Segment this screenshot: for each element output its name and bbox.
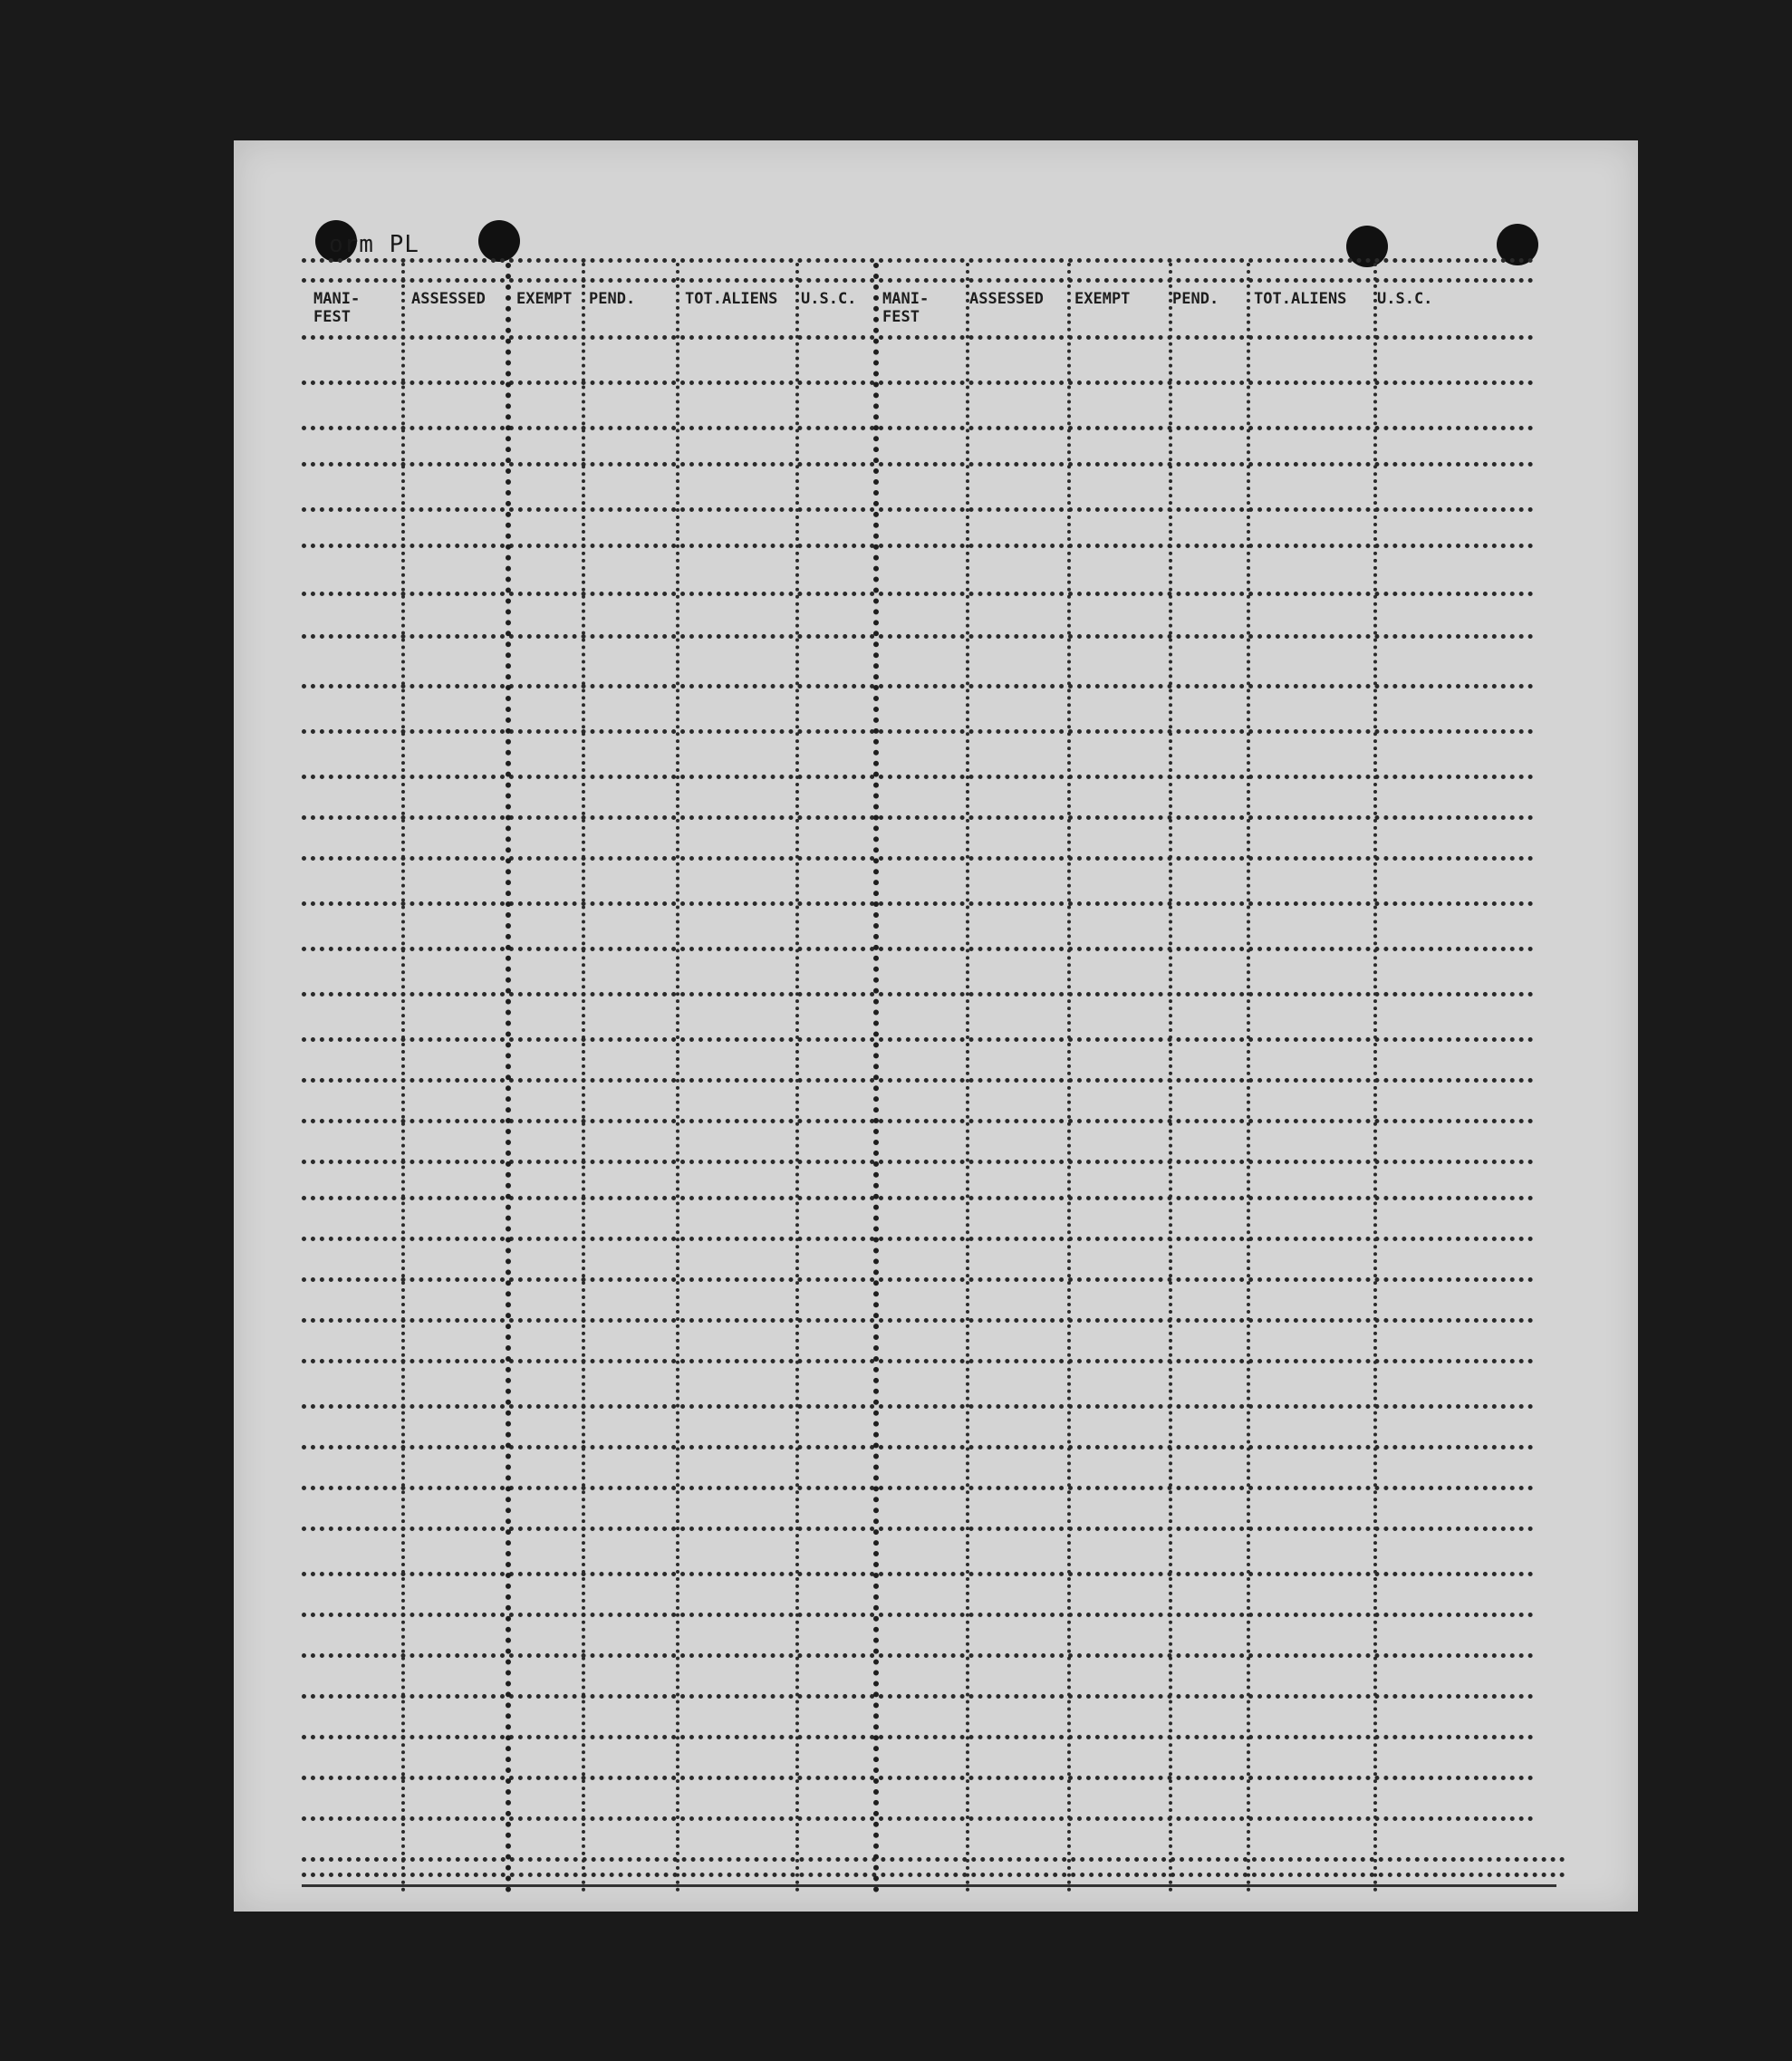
column-header-pend-right: PEND. xyxy=(1172,290,1219,308)
form-code: orm PL xyxy=(329,231,419,258)
column-header-exempt-left: EXEMPT xyxy=(516,290,573,308)
ledger-row-rule xyxy=(302,634,1534,639)
ledger-row-rule xyxy=(302,544,1534,548)
ledger-row-rule xyxy=(302,1277,1534,1282)
ledger-row-rule xyxy=(302,1486,1534,1490)
ledger-row-rule xyxy=(302,426,1534,430)
ledger-row-rule xyxy=(302,1196,1534,1200)
ledger-row-rule xyxy=(302,1653,1534,1658)
column-header-exempt-right: EXEMPT xyxy=(1074,290,1131,308)
punch-hole xyxy=(478,220,520,262)
ledger-row-rule xyxy=(302,335,1534,340)
ledger-column-rule xyxy=(1373,263,1377,1893)
ledger-column-rule xyxy=(506,263,511,1893)
column-header-tot-aliens-left: TOT.ALIENS xyxy=(685,290,778,308)
column-header-manifest-left: MANI- FEST xyxy=(313,290,361,326)
ledger-row-rule xyxy=(302,1160,1534,1164)
ledger-row-rule xyxy=(302,1119,1534,1123)
ledger-column-rule xyxy=(401,263,405,1893)
ledger-row-rule xyxy=(302,1318,1534,1323)
ledger-row-rule xyxy=(302,1735,1534,1739)
ledger-column-rule xyxy=(795,263,799,1893)
ledger-row-rule xyxy=(302,1078,1534,1083)
ledger-row-rule xyxy=(302,278,1534,283)
column-header-usc-right: U.S.C. xyxy=(1377,290,1433,308)
ledger-column-rule xyxy=(1169,263,1172,1893)
ledger-row-rule xyxy=(302,507,1534,512)
ledger-row-rule xyxy=(302,462,1534,467)
ledger-sheet xyxy=(234,140,1638,1912)
column-header-tot-aliens-right: TOT.ALIENS xyxy=(1254,290,1347,308)
column-header-assessed-left: ASSESSED xyxy=(411,290,486,308)
ledger-row-rule xyxy=(302,1613,1534,1617)
ledger-row-rule xyxy=(302,1816,1534,1821)
ledger-row-rule xyxy=(302,901,1534,906)
ledger-column-rule xyxy=(676,263,679,1893)
ledger-row-rule xyxy=(302,1572,1534,1576)
ledger-row-rule xyxy=(302,1237,1534,1241)
ledger-row-rule xyxy=(302,1694,1534,1699)
ledger-column-rule xyxy=(873,263,879,1893)
ledger-row-rule xyxy=(302,380,1534,385)
column-header-pend-left: PEND. xyxy=(589,290,636,308)
ledger-row-rule xyxy=(302,815,1534,820)
column-header-assessed-right: ASSESSED xyxy=(969,290,1044,308)
ledger-column-rule xyxy=(966,263,969,1893)
ledger-row-rule xyxy=(302,1445,1534,1449)
ledger-row-rule xyxy=(302,1404,1534,1409)
ledger-grid xyxy=(234,140,1638,1912)
ledger-row-rule xyxy=(302,1359,1534,1363)
ledger-row-rule xyxy=(302,258,1534,263)
column-header-usc-left: U.S.C. xyxy=(801,290,857,308)
ledger-row-rule xyxy=(302,729,1534,734)
column-header-manifest-right: MANI- FEST xyxy=(882,290,930,326)
ledger-row-rule xyxy=(302,947,1534,951)
ledger-row-rule xyxy=(302,775,1534,779)
sheet-bottom-edge xyxy=(302,1884,1556,1887)
ledger-row-rule xyxy=(302,1526,1534,1531)
ledger-column-rule xyxy=(1067,263,1071,1893)
ledger-column-rule xyxy=(582,263,585,1893)
ledger-row-rule xyxy=(302,592,1534,596)
ledger-row-rule xyxy=(302,684,1534,689)
ledger-row-rule xyxy=(302,1037,1534,1042)
ledger-row-rule xyxy=(302,992,1534,997)
ledger-row-rule xyxy=(302,856,1534,861)
ledger-row-rule xyxy=(302,1776,1534,1780)
ledger-column-rule xyxy=(1247,263,1250,1893)
